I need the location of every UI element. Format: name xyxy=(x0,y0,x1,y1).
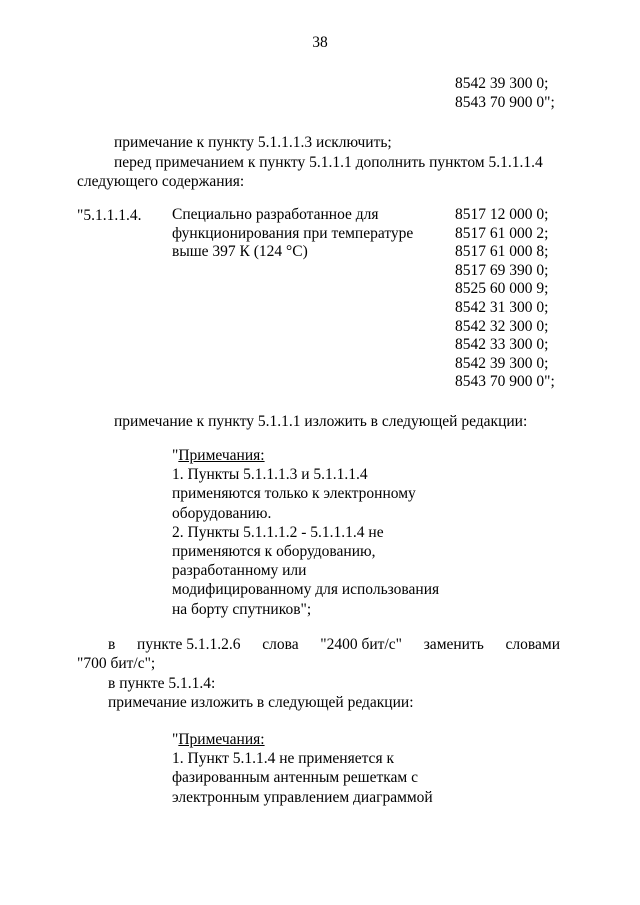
description-line: Специально разработанное для xyxy=(172,206,379,223)
note-heading xyxy=(172,446,439,465)
code-line: 8542 31 300 0; xyxy=(455,298,549,316)
code-line: 8542 32 300 0; xyxy=(455,317,549,335)
paragraph-content-intro: следующего содержания: xyxy=(77,173,245,190)
code-line: 8517 61 000 2; xyxy=(455,224,549,242)
note-line: разработанному или xyxy=(172,562,307,580)
code-line: 8517 69 390 0; xyxy=(455,261,549,279)
paragraph-note-edit: примечание к пункту 5.1.1.1 изложить в следующей редакции: xyxy=(114,413,528,430)
note-block-1 xyxy=(172,446,439,619)
note-line: фазированным антенным решеткам с xyxy=(172,769,418,787)
note-line: 1. Пункт 5.1.1.4 не применяется к xyxy=(172,750,394,768)
note-line: 1. Пункты 5.1.1.1.3 и 5.1.1.1.4 xyxy=(172,466,368,484)
item-number: "5.1.1.1.4. xyxy=(77,207,142,224)
top-codes-list xyxy=(455,74,555,112)
note-heading-quote: " xyxy=(172,731,179,748)
word: в xyxy=(108,636,116,653)
paragraph-exclude-note: примечание к пункту 5.1.1.1.3 исключить; xyxy=(114,134,392,151)
note-line: оборудованию. xyxy=(172,504,272,522)
code-line: 8543 70 900 0"; xyxy=(455,373,555,391)
word: словами xyxy=(505,636,560,653)
note-heading-text: Примечания: xyxy=(178,731,265,748)
note-line: применяются только к электронному xyxy=(172,485,416,503)
code-line: 8517 12 000 0; xyxy=(455,206,549,223)
note-heading xyxy=(172,730,433,749)
code-line: 8543 70 900 0"; xyxy=(455,94,555,111)
note-block-2 xyxy=(172,730,433,807)
item-description xyxy=(172,206,413,262)
note-heading-quote: " xyxy=(172,447,179,464)
paragraph-note-edit-2: примечание изложить в следующей редакции: xyxy=(108,694,414,711)
page-number: 38 xyxy=(312,34,328,51)
code-line: 8525 60 000 9; xyxy=(455,280,549,298)
code-line: 8542 33 300 0; xyxy=(455,336,549,354)
paragraph-add-item: перед примечанием к пункту 5.1.1.1 дополнить пунктом 5.1.1.1.4 xyxy=(114,154,543,171)
word: "2400 бит/с" xyxy=(320,636,402,653)
note-line: модифицированному для использования xyxy=(172,581,440,599)
note-line: 2. Пункты 5.1.1.1.2 - 5.1.1.1.4 не xyxy=(172,523,384,541)
word: слова xyxy=(262,636,299,653)
code-line: 8517 61 000 8; xyxy=(455,243,549,261)
code-line: 8542 39 300 0; xyxy=(455,354,549,372)
note-line: электронным управлением диаграммой xyxy=(172,788,433,806)
paragraph-replace-words xyxy=(108,635,560,654)
note-heading-text: Примечания: xyxy=(178,447,265,464)
paragraph-item-ref: в пункте 5.1.1.4: xyxy=(108,675,216,692)
description-line: функционирования при температуре xyxy=(172,224,414,242)
note-line: применяются к оборудованию, xyxy=(172,543,376,561)
description-line: выше 397 К (124 °С) xyxy=(172,243,308,261)
word: пункте 5.1.1.2.6 xyxy=(137,636,241,653)
word: заменить xyxy=(423,636,484,653)
item-codes-list xyxy=(455,206,555,392)
paragraph-replace-continuation: "700 бит/с"; xyxy=(77,655,156,672)
note-line: на борту спутников"; xyxy=(172,600,312,618)
code-line: 8542 39 300 0; xyxy=(455,75,549,92)
